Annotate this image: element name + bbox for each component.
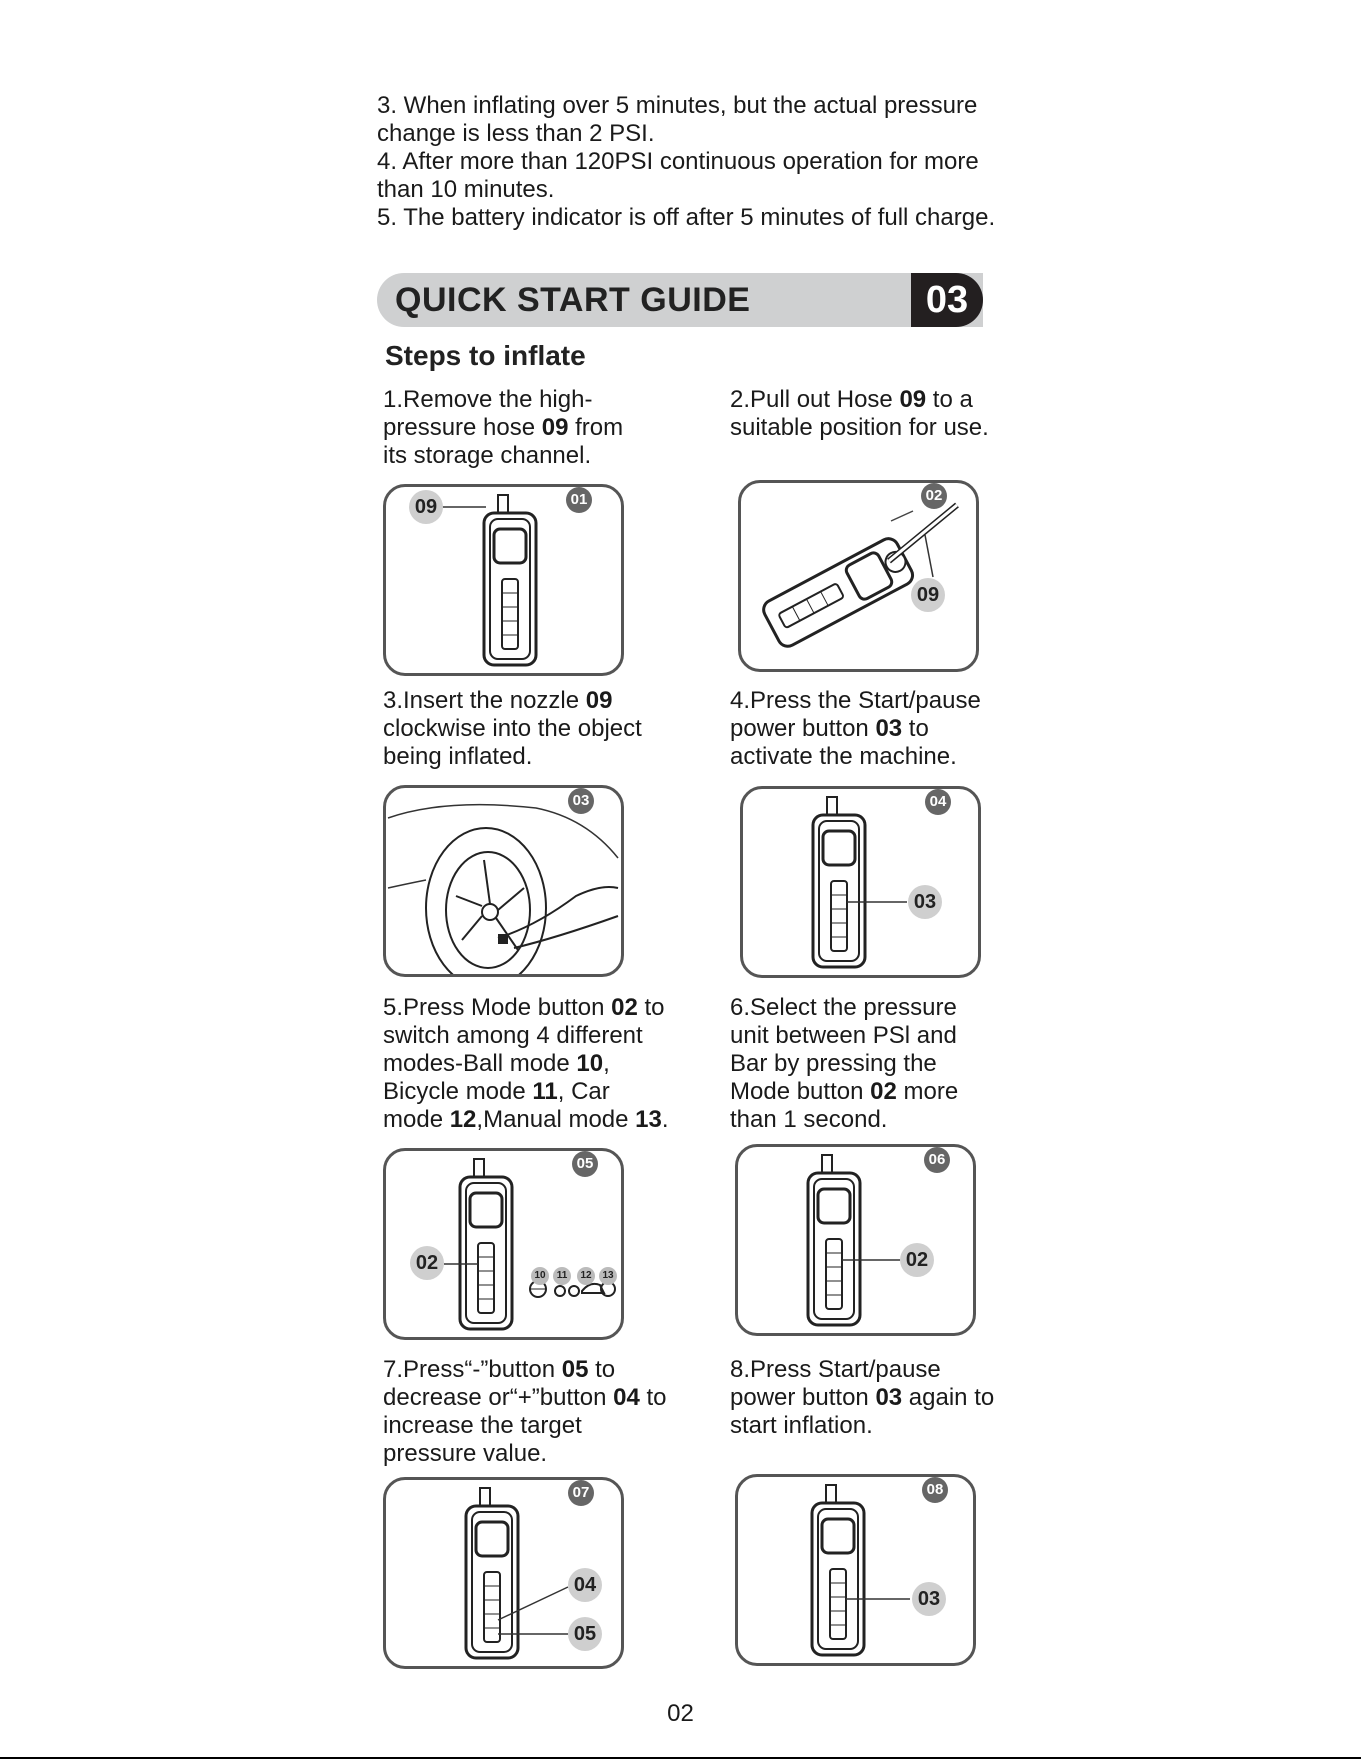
intro-line: 3. When inflating over 5 minutes, but the actual pressure change is less than 2 PSI. (377, 92, 978, 147)
section-number: 03 (911, 273, 983, 327)
step-ref: 10 (576, 1050, 604, 1077)
step-text-part: from its storage channel. (383, 414, 624, 469)
inflator-angled-icon (741, 483, 976, 669)
step-text-part: to a suitable position for use. (730, 386, 989, 441)
figure-badge: 02 (921, 483, 947, 509)
mode-label: 13 (599, 1267, 617, 1285)
step-ref: 05 (561, 1356, 589, 1383)
callout-label: 03 (908, 885, 942, 919)
step-ref: 12 (449, 1106, 477, 1133)
step-8-illustration (735, 1474, 976, 1666)
page-number: 02 (667, 1700, 694, 1727)
step-ref: 04 (613, 1384, 640, 1411)
callout-label: 04 (568, 1568, 602, 1602)
step-text-part: . (661, 1106, 669, 1133)
mode-label: 11 (553, 1267, 571, 1285)
step-text-part: to increase the target pressure value. (383, 1384, 667, 1467)
step-6-illustration (735, 1144, 976, 1336)
step-8-text (730, 1356, 1000, 1440)
step-ref: 09 (541, 414, 569, 441)
step-1-text (383, 386, 643, 470)
step-text-part: 3.Insert the nozzle (383, 687, 586, 714)
intro-line: 4. After more than 120PSI continuous operation for more than 10 minutes. (377, 148, 979, 203)
figure-badge: 03 (568, 788, 594, 814)
bottom-rule (0, 1757, 1361, 1759)
callout-label: 02 (900, 1243, 934, 1277)
section-banner (377, 273, 983, 327)
subheading: Steps to inflate (385, 340, 586, 371)
step-text-part: ,Manual mode (476, 1106, 636, 1133)
figure-badge: 01 (566, 487, 592, 513)
mode-label: 12 (577, 1267, 595, 1285)
inflator-icon (386, 1151, 621, 1337)
step-ref: 03 (875, 1384, 903, 1411)
figure-badge: 08 (922, 1477, 948, 1503)
step-text-part: again to start inflation. (730, 1384, 995, 1439)
inflator-icon (743, 789, 978, 975)
step-ref: 02 (611, 994, 638, 1021)
intro-line: 5. The battery indicator is off after 5 minutes of full charge. (377, 204, 996, 231)
step-6-text (730, 994, 1000, 1134)
step-ref: 11 (532, 1078, 558, 1105)
step-text-part: , Bicycle mode (383, 1050, 610, 1105)
step-text-part: to switch among 4 different modes-Ball mode (383, 994, 665, 1077)
step-text-part: to activate the machine. (730, 715, 957, 770)
step-ref: 09 (585, 687, 613, 714)
inflator-icon (738, 1147, 973, 1333)
step-3-text (383, 687, 643, 771)
intro-text (377, 92, 997, 232)
callout-label: 02 (410, 1246, 444, 1280)
step-text-part: 2.Pull out Hose (730, 386, 900, 413)
step-2-text (730, 386, 1000, 442)
step-text-part: 8.Press Start/pause power button (730, 1356, 941, 1411)
step-1-illustration (383, 484, 624, 676)
step-5-illustration (383, 1148, 624, 1340)
step-text-part: 5.Press Mode button (383, 994, 612, 1021)
step-ref: 13 (635, 1106, 662, 1133)
step-text-part: clockwise into the object being inflated. (383, 715, 642, 770)
figure-badge: 07 (568, 1480, 594, 1506)
step-3-illustration (383, 785, 624, 977)
step-text-part: more than 1 second. (730, 1078, 959, 1133)
car-wheel-icon (386, 788, 621, 974)
step-text-part: 7.Press“-”button (383, 1356, 562, 1383)
step-4-text (730, 687, 1000, 771)
callout-label: 03 (912, 1582, 946, 1616)
step-text-part: 1.Remove the high-pressure hose (383, 386, 593, 441)
callout-label: 05 (568, 1617, 602, 1651)
step-7-illustration (383, 1477, 624, 1669)
step-ref: 02 (870, 1078, 897, 1105)
step-text-part: to decrease or“+”button (383, 1356, 616, 1411)
step-ref: 09 (899, 386, 927, 413)
step-text-part: , Car mode (383, 1078, 610, 1133)
callout-label: 09 (409, 490, 443, 524)
step-7-text (383, 1356, 673, 1468)
figure-badge: 05 (572, 1151, 598, 1177)
step-4-illustration (740, 786, 981, 978)
section-title: QUICK START GUIDE (395, 281, 751, 319)
step-text-part: 6.Select the pressure unit between PSl and Bar by pressing the Mode button (730, 994, 957, 1105)
figure-badge: 06 (924, 1147, 950, 1173)
inflator-icon (738, 1477, 973, 1663)
callout-label: 09 (911, 578, 945, 612)
step-5-text (383, 994, 673, 1134)
mode-label: 10 (531, 1267, 549, 1285)
step-text-part: 4.Press the Start/pause power button (730, 687, 981, 742)
step-2-illustration (738, 480, 979, 672)
step-ref: 03 (875, 715, 903, 742)
figure-badge: 04 (925, 789, 951, 815)
